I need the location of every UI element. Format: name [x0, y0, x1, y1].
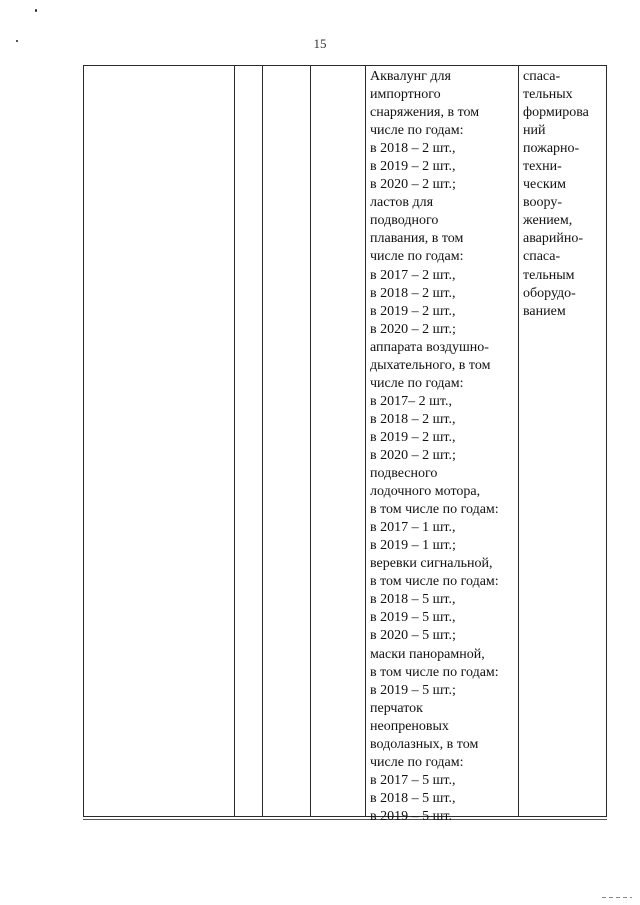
cell-line: в 2019 – 5 шт. [370, 808, 452, 824]
cell-line: Аквалунг для [370, 69, 451, 84]
cell-line: ванием [523, 303, 566, 319]
cell-line: в 2017 – 5 шт., [370, 772, 456, 788]
table-column-divider [518, 65, 519, 817]
cell-line: веревки сигнальной, [370, 556, 493, 572]
page-number: 15 [313, 36, 327, 51]
table-bottom-rule [83, 819, 607, 820]
cell-line: в 2018 – 2 шт., [370, 141, 456, 157]
cell-line: в 2018 – 5 шт., [370, 592, 456, 608]
table-column-divider [262, 65, 263, 817]
cell-line: в 2019 – 5 шт., [370, 610, 456, 626]
cell-line: неопреновых [370, 718, 449, 734]
cell-line: воору- [523, 195, 562, 211]
cell-line: подводного [370, 213, 439, 229]
cell-line: числе по годам: [370, 249, 464, 265]
cell-line: оборудо- [523, 285, 576, 301]
table-column-divider [365, 65, 366, 817]
cell-line: в 2017– 2 шт., [370, 393, 452, 409]
cell-line: в 2019 – 2 шт., [370, 429, 456, 445]
cell-line: в том числе по годам: [370, 574, 499, 590]
cell-line: в 2018 – 2 шт., [370, 411, 456, 427]
cell-line: ний [523, 123, 546, 139]
cell-line: в 2018 – 5 шт., [370, 790, 456, 806]
cell-line: дыхательного, в том [370, 357, 491, 373]
cell-line: спаса- [523, 69, 561, 84]
cell-line: импортного [370, 87, 441, 103]
cell-line: числе по годам: [370, 375, 464, 391]
cell-line: в 2017 – 1 шт., [370, 520, 456, 536]
cell-line: в 2018 – 2 шт., [370, 285, 456, 301]
table-column-divider [310, 65, 311, 817]
cell-line: снаряжения, в том [370, 105, 480, 121]
cell-line: числе по годам: [370, 754, 464, 770]
cell-line: в 2020 – 2 шт.; [370, 177, 456, 193]
cell-line: в 2020 – 2 шт.; [370, 321, 456, 337]
cell-line: числе по годам: [370, 123, 464, 139]
cell-line: в 2019 – 2 шт., [370, 159, 456, 175]
scan-edge-mark [602, 897, 632, 898]
cell-line: формирова [523, 105, 589, 121]
cell-line: пожарно- [523, 141, 580, 157]
cell-line: ластов для [370, 195, 434, 211]
cell-line: техни- [523, 159, 562, 175]
cell-line: в 2017 – 2 шт., [370, 267, 456, 283]
cell-line: в 2019 – 1 шт.; [370, 538, 456, 554]
cell-line: водолазных, в том [370, 736, 479, 752]
cell-line: в том числе по годам: [370, 664, 499, 680]
cell-line: в 2019 – 5 шт.; [370, 682, 456, 698]
cell-line: в 2019 – 2 шт., [370, 303, 456, 319]
cell-line: плавания, в том [370, 231, 464, 247]
cell-line: подвесного [370, 466, 438, 482]
cell-line: в 2020 – 2 шт.; [370, 447, 456, 463]
cell-line: аварийно- [523, 231, 583, 247]
cell-line: лодочного мотора, [370, 484, 481, 500]
cell-line: аппарата воздушно- [370, 339, 489, 355]
cell-line: маски панорамной, [370, 646, 485, 662]
purpose-cell [523, 68, 605, 321]
cell-line: перчаток [370, 700, 423, 716]
cell-line: спаса- [523, 249, 561, 265]
scan-speck [35, 9, 37, 12]
cell-line: жением, [523, 213, 573, 229]
cell-line: тельным [523, 267, 575, 283]
cell-line: в 2020 – 5 шт.; [370, 628, 456, 644]
cell-line: ческим [523, 177, 566, 193]
cell-line: тельных [523, 87, 573, 103]
table-column-divider [234, 65, 235, 817]
cell-line: в том числе по годам: [370, 502, 499, 518]
equipment-description-cell [370, 68, 518, 826]
